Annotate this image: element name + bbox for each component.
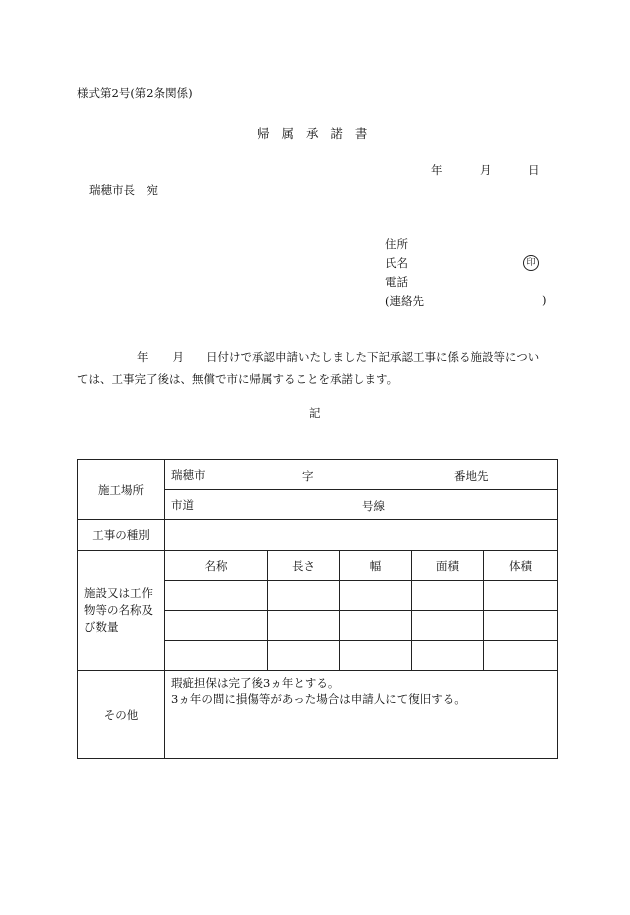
site-label: 施工場所 [78, 460, 165, 520]
road-label: 市道 [171, 497, 194, 512]
facility-label: 施設又は工作物等の名称及び数量 [78, 551, 165, 671]
road-cell [165, 490, 558, 520]
document-title: 帰 属 承 諾 書 [257, 126, 372, 141]
body-year: 年 [137, 350, 149, 364]
details-table [77, 459, 558, 759]
date-year: 年 [431, 163, 443, 177]
address-label: 住所 [385, 237, 408, 251]
col-volume: 体積 [484, 551, 558, 581]
addressee: 瑞穂市長 宛 [89, 183, 158, 197]
contact-open: (連絡先 [385, 294, 424, 308]
ki-heading: 記 [309, 406, 321, 420]
body-line1: 日付けで承認申請いたしました下記承認工事に係る施設等につい [206, 350, 540, 364]
phone-label: 電話 [385, 275, 408, 289]
col-name: 名称 [165, 551, 268, 581]
date-month: 月 [480, 163, 492, 177]
work-type-label: 工事の種別 [78, 520, 165, 551]
name-label: 氏名 [385, 256, 408, 270]
body-line2: ては、工事完了後は、無償で市に帰属することを承諾します。 [77, 372, 399, 386]
contact-close: ) [542, 293, 547, 307]
site-banchi: 番地先 [454, 469, 489, 483]
other-content [165, 671, 558, 759]
seal-icon: 印 [523, 255, 539, 271]
consent-text [77, 346, 555, 390]
col-length: 長さ [268, 551, 340, 581]
other-line1: 瑕疵担保は完了後3ヵ年とする。 [171, 676, 340, 690]
col-area: 面積 [412, 551, 484, 581]
site-address-cell [165, 460, 558, 490]
work-type-value [165, 520, 558, 551]
site-city: 瑞穂市 [171, 467, 206, 482]
other-line2: 3ヵ年の間に損傷等があった場合は申請人にて復旧する。 [171, 692, 466, 706]
other-label: その他 [78, 671, 165, 759]
date-day: 日 [528, 163, 540, 177]
road-suffix: 号線 [362, 499, 385, 513]
form-number: 様式第2号(第2条関係) [77, 86, 193, 100]
body-month: 月 [172, 350, 184, 364]
site-aza: 字 [302, 469, 314, 483]
col-width: 幅 [340, 551, 412, 581]
